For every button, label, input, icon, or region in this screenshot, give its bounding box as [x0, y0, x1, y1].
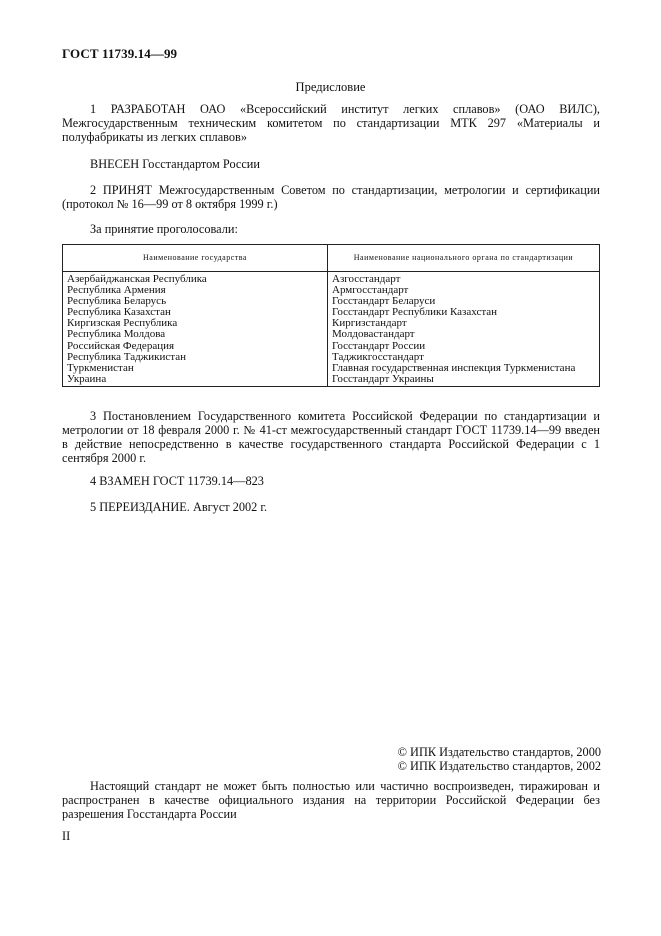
national-body-cell: Киргизстандарт [328, 318, 600, 329]
column-header-state: Наименование государства [63, 245, 328, 272]
copyright-line: © ИПК Издательство стандартов, 2002 [397, 759, 601, 773]
national-body-cell: Госстандарт Республики Казахстан [328, 307, 600, 318]
paragraph-reissue: 5 ПЕРЕИЗДАНИЕ. Август 2002 г. [90, 500, 268, 514]
paragraph-developed-by: 1 РАЗРАБОТАН ОАО «Всероссийский институт легких сплавов» (ОАО ВИЛС), Межгосударственным техническим комитетом по стандартизации МТК 297 «Материалы и полуфабрикаты из легких сплавов» [62, 102, 600, 144]
national-body-cell: Азгосстандарт [328, 272, 600, 286]
national-body-cell: Армгосстандарт [328, 285, 600, 296]
paragraph-voted: За принятие проголосовали: [90, 222, 238, 236]
state-cell: Республика Молдова [63, 329, 328, 340]
voting-states-table [62, 244, 600, 387]
national-body-cell: Молдовастандарт [328, 329, 600, 340]
paragraph-introduced-by: ВНЕСЕН Госстандартом России [90, 157, 260, 171]
state-cell: Киргизская Республика [63, 318, 328, 329]
section-title: Предисловие [295, 80, 366, 94]
national-body-cell: Госстандарт Беларуси [328, 296, 600, 307]
table-row [63, 341, 600, 352]
column-header-national-body: Наименование национального органа по стандартизации [328, 245, 600, 272]
table-row [63, 272, 600, 286]
national-body-cell: Госстандарт России [328, 341, 600, 352]
state-cell: Республика Таджикистан [63, 352, 328, 363]
state-cell: Республика Армения [63, 285, 328, 296]
paragraph-adopted-by: 2 ПРИНЯТ Межгосударственным Советом по стандартизации, метрологии и сертификации (протокол № 16—99 от 8 октября 1999 г.) [62, 183, 600, 211]
state-cell: Российская Федерация [63, 341, 328, 352]
table-header-row [63, 245, 600, 272]
national-body-cell: Главная государственная инспекция Туркменистана [328, 363, 600, 374]
table-row [63, 363, 600, 374]
table-row [63, 374, 600, 387]
paragraph-enacted: 3 Постановлением Государственного комитета Российской Федерации по стандартизации и метрологии от 18 февраля 2000 г. № 41-ст межгосударственный стандарт ГОСТ 11739.14—99 введен в действие непосредственно в качестве государственного стандарта Российской Федерации с 1 сентября 2000 г. [62, 409, 600, 465]
national-body-cell: Таджикгосстандарт [328, 352, 600, 363]
state-cell: Туркменистан [63, 363, 328, 374]
copyright-line: © ИПК Издательство стандартов, 2000 [397, 745, 601, 759]
paragraph-replaces: 4 ВЗАМЕН ГОСТ 11739.14—823 [90, 474, 264, 488]
state-cell: Республика Беларусь [63, 296, 328, 307]
state-cell: Азербайджанская Республика [63, 272, 328, 286]
national-body-cell: Госстандарт Украины [328, 374, 600, 387]
page-number: II [62, 829, 71, 843]
document-code: ГОСТ 11739.14—99 [62, 46, 178, 61]
state-cell: Республика Казахстан [63, 307, 328, 318]
state-cell: Украина [63, 374, 328, 387]
table-row [63, 329, 600, 340]
reproduction-notice: Настоящий стандарт не может быть полностью или частично воспроизведен, тиражирован и распространен в качестве официального издания на территории Российской Федерации без разрешения Госстандарта России [62, 779, 600, 821]
